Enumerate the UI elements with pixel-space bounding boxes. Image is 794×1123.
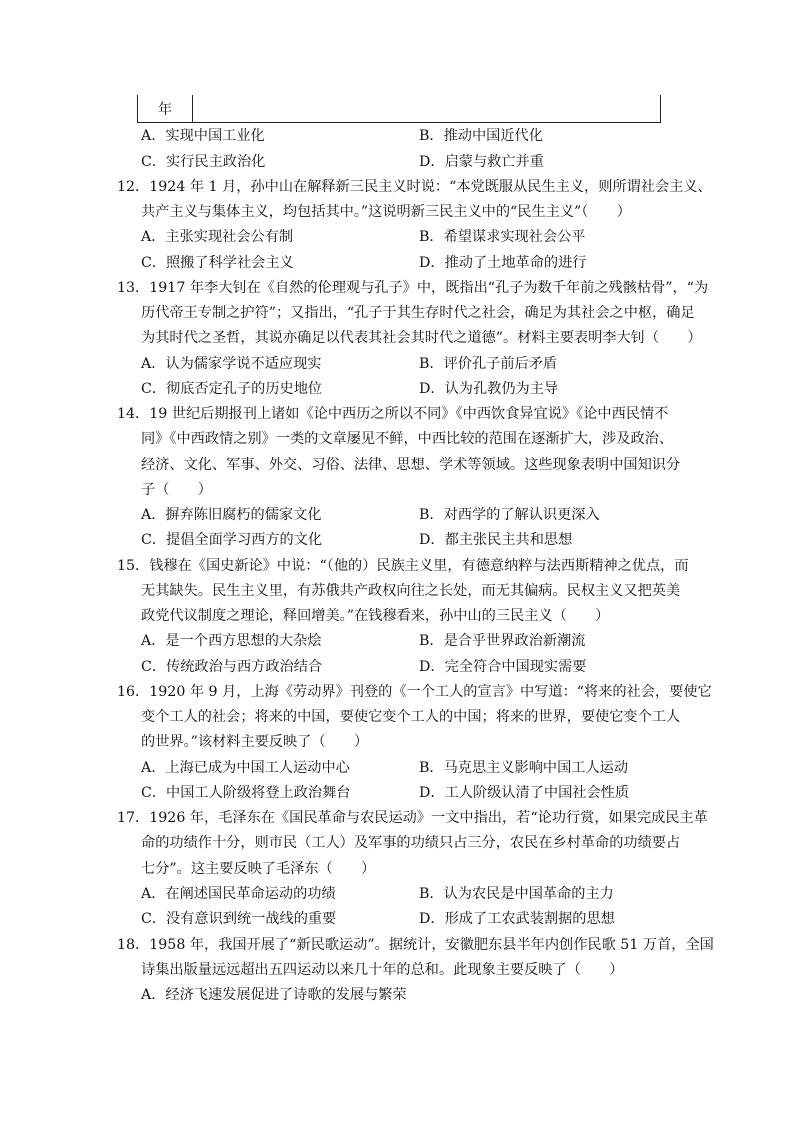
question-line: 18．1958 年，我国开展了“新民歌运动”。据统计，安徽肥东县半年内创作民歌 51 万首，全国 <box>117 937 714 953</box>
question-line: 的世界。”该材料主要反映了（ ） <box>141 734 369 750</box>
option: C．传统政治与西方政治结合 <box>141 659 323 675</box>
option: A．在阐述国民革命运动的功绩 <box>141 886 336 902</box>
option: A．主张实现社会公有制 <box>141 229 294 245</box>
option: D．工人阶级认清了中国社会性质 <box>419 785 630 801</box>
option: B．是合乎世界政治新潮流 <box>419 633 586 649</box>
question-line: 17．1926 年，毛泽东在《国民革命与农民运动》一文中指出，若“论功行赏，如果完成民主革 <box>117 810 708 826</box>
table-fragment <box>137 95 661 123</box>
option: C．中国工人阶级将登上政治舞台 <box>141 785 351 801</box>
question-line: 经济、文化、军事、外交、习俗、法律、思想、学术等领域。这些现象表明中国知识分 <box>141 457 681 473</box>
question-line: 15．钱穆在《国史新论》中说：“（他的）民族主义里，有德意纳粹与法西斯精神之优点，而 <box>117 558 689 574</box>
option: C．照搬了科学社会主义 <box>141 255 294 271</box>
question-line: 政党代议制度之理论，释回增美。”在钱穆看来，孙中山的三民主义（ ） <box>141 608 610 624</box>
option: B．推动中国近代化 <box>419 128 543 144</box>
table-cell: 年 <box>158 102 172 118</box>
option: A．实现中国工业化 <box>141 128 265 144</box>
option: B．评价孔子前后矛盾 <box>419 356 558 372</box>
option: A．摒弃陈旧腐朽的儒家文化 <box>141 507 322 523</box>
question-line: 无其缺失。民生主义里，有苏俄共产政权向往之长处，而无其偏病。民权主义又把英美 <box>141 583 681 599</box>
option: D．完全符合中国现实需要 <box>419 659 587 675</box>
option: D．都主张民主共和思想 <box>419 532 573 548</box>
question-line: 历代帝王专制之护符”；又指出，“孔子于其生存时代之社会，确足为其社会之中枢，确足 <box>141 305 695 321</box>
option: C．彻底否定孔子的历史地位 <box>141 381 323 397</box>
question-line: 14．19 世纪后期报刊上诸如《论中西历之所以不同》《中西饮食异宜说》《论中西民情不 <box>117 406 669 422</box>
question-line: 诗集出版量远远超出五四运动以来几十年的总和。此现象主要反映了（ ） <box>141 962 624 978</box>
option: C．实行民主政治化 <box>141 154 266 170</box>
question-line: 13．1917 年李大钊在《自然的伦理观与孔子》中，既指出“孔子为数千年前之残骸枯骨”，“为 <box>117 280 709 296</box>
option: A．上海已成为中国工人运动中心 <box>141 760 350 776</box>
option: D．推动了土地革命的进行 <box>419 255 587 271</box>
option: D．形成了工农武装割据的思想 <box>419 911 615 927</box>
question-line: 共产主义与集体主义，均包括其中。”这说明新三民主义中的“民生主义”（ ） <box>141 204 631 220</box>
question-line: 变个工人的社会；将来的中国，要使它变个工人的中国；将来的世界，要使它变个工人 <box>141 709 681 725</box>
option: C．提倡全面学习西方的文化 <box>141 532 323 548</box>
question-line: 16．1920 年 9 月，上海《劳动界》刊登的《一个工人的宣言》中写道：“将来的社会，要使它 <box>117 684 712 700</box>
question-line: 同》《中西政情之别》一类的文章屡见不鲜，中西比较的范围在逐渐扩大，涉及政治、 <box>141 431 674 447</box>
question-line: 七分”。这主要反映了毛泽东（ ） <box>141 861 376 877</box>
question-line: 12．1924 年 1 月，孙中山在解释新三民主义时说：“本党既服从民生主义，则所谓社会主义、 <box>117 179 712 195</box>
option: B．认为农民是中国革命的主力 <box>419 886 614 902</box>
question-line: 命的功绩作十分，则市民（工人）及军事的功绩只占三分，农民在乡村革命的功绩要占 <box>141 835 681 851</box>
option: D．认为孔教仍为主导 <box>419 381 559 397</box>
option: A．经济飞速发展促进了诗歌的发展与繁荣 <box>141 987 407 1003</box>
option: D．启蒙与救亡并重 <box>419 154 544 170</box>
question-line: 子（ ） <box>141 482 212 498</box>
option: B．马克思主义影响中国工人运动 <box>419 760 629 776</box>
table-divider <box>192 95 193 122</box>
option: C．没有意识到统一战线的重要 <box>141 911 337 927</box>
question-line: 为其时代之圣哲，其说亦确足以代表其社会其时代之道德”。材料主要表明李大钊（ ） <box>141 330 702 346</box>
option: A．认为儒家学说不适应现实 <box>141 356 322 372</box>
option: B．希望谋求实现社会公平 <box>419 229 586 245</box>
option: B．对西学的了解认识更深入 <box>419 507 600 523</box>
option: A．是一个西方思想的大杂烩 <box>141 633 322 649</box>
